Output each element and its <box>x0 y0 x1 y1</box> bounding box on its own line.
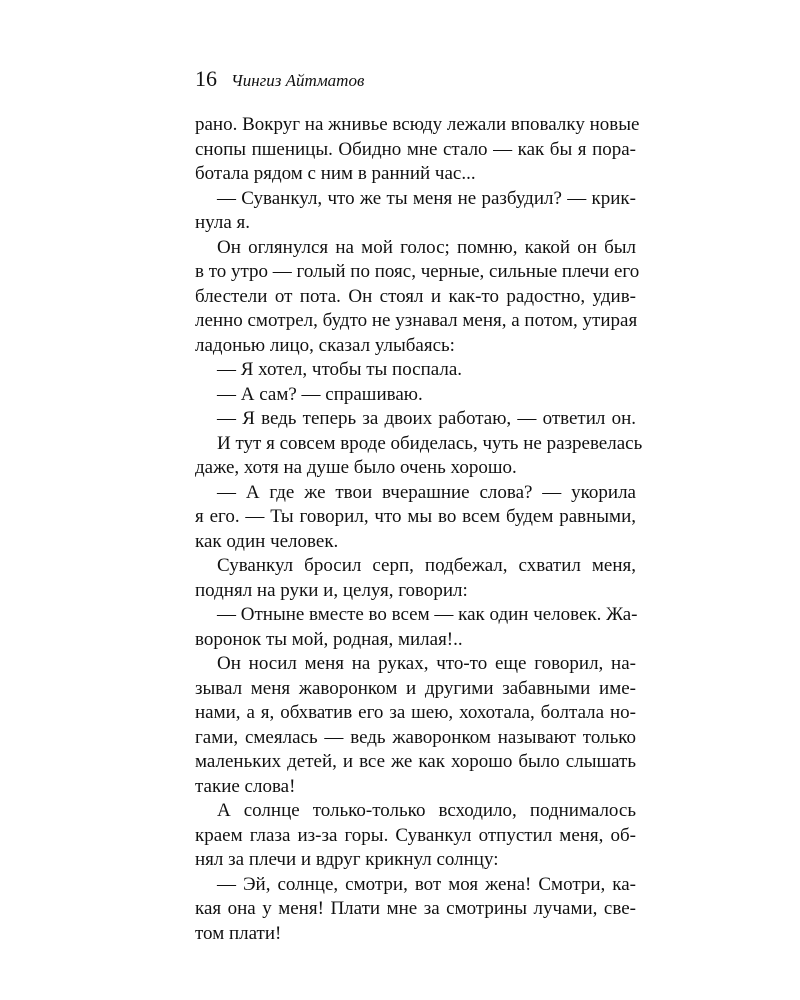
text-line: — Я хотел, чтобы ты поспала. <box>217 359 463 380</box>
running-header-author: Чингиз Айтматов <box>231 71 365 90</box>
text-line: — Отныне вместе во всем — как один человек. Жа- <box>217 604 638 625</box>
text-line: — Суванкул, что же ты меня не разбудил? — крик- <box>217 187 636 209</box>
page-number: 16 <box>195 66 217 91</box>
text-line: рано. Вокруг на жнивье всюду лежали вповалку новые <box>195 114 640 135</box>
text-line: том плати! <box>195 922 282 944</box>
text-line: нами, а я, обхватив его за шею, хохотала, болтала но- <box>195 702 636 723</box>
running-header <box>195 66 364 92</box>
body-text <box>195 113 643 946</box>
text-line: воронок ты мой, родная, милая!.. <box>195 628 463 650</box>
text-line: Суванкул бросил серп, подбежал, схватил меня, <box>217 555 636 576</box>
text-line: ладонью лицо, сказал улыбаясь: <box>195 334 455 356</box>
text-line: краем глаза из-за горы. Суванкул отпустил меня, об- <box>195 824 636 846</box>
text-line: А солнце только-только всходило, поднималось <box>217 800 636 821</box>
text-line: Он носил меня на руках, что-то еще говорил, на- <box>217 653 636 674</box>
text-line: зывал меня жаворонком и другими забавными име- <box>195 677 636 699</box>
text-line: нула я. <box>195 212 250 233</box>
text-line: маленьких детей, и все же как хорошо было слышать <box>195 751 636 772</box>
text-line: ленно смотрел, будто не узнавал меня, а потом, утирая <box>195 310 638 331</box>
text-line: блестели от пота. Он стоял и как-то радостно, удив- <box>195 285 636 307</box>
text-line: снопы пшеницы. Обидно мне стало — как бы я пора- <box>195 138 636 160</box>
text-line: кая она у меня! Плати мне за смотрины лучами, све- <box>195 898 636 919</box>
text-line: — А сам? — спрашиваю. <box>217 383 423 405</box>
text-line: — Я ведь теперь за двоих работаю, — ответил он. <box>217 408 636 429</box>
text-line: И тут я совсем вроде обиделась, чуть не разревелась <box>217 432 643 454</box>
text-line: ботала рядом с ним в ранний час... <box>195 163 476 184</box>
text-line: такие слова! <box>195 775 296 797</box>
text-line: Он оглянулся на мой голос; помню, какой он был <box>217 236 636 258</box>
text-line: — Эй, солнце, смотри, вот моя жена! Смотри, ка- <box>217 873 636 895</box>
text-line: поднял на руки и, целуя, говорил: <box>195 579 468 601</box>
text-line: как один человек. <box>195 530 339 552</box>
text-line: нял за плечи и вдруг крикнул солнцу: <box>195 849 499 870</box>
text-line: я его. — Ты говорил, что мы во всем будем равными, <box>195 506 636 527</box>
text-line: даже, хотя на душе было очень хорошо. <box>195 457 517 478</box>
text-line: в то утро — голый по пояс, черные, сильные плечи его <box>195 261 640 282</box>
text-line: гами, смеялась — ведь жаворонком называют только <box>195 726 636 748</box>
text-line: — А где же твои вчерашние слова? — укорила <box>217 481 636 503</box>
